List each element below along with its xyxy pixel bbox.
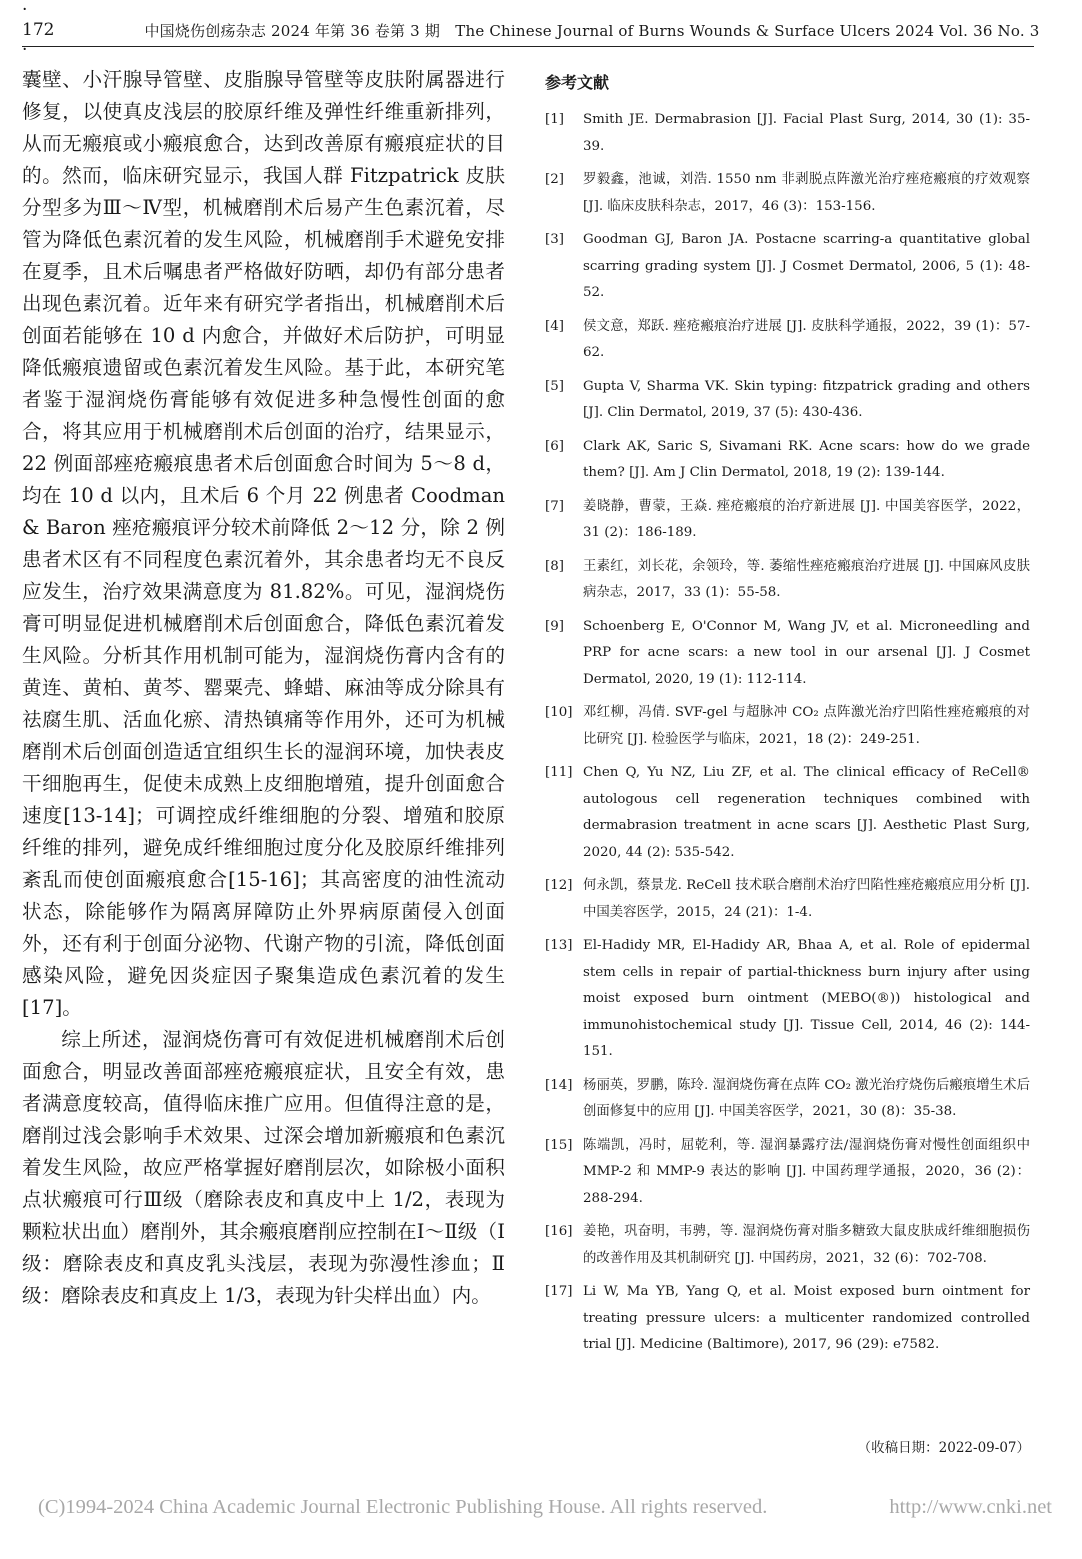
- reference-text: 姜晓静，曹蒙，王焱. 痤疮瘢痕的治疗新进展 [J]. 中国美容医学，2022，31 (2)：186-189.: [583, 498, 1030, 540]
- reference-number: [16]: [545, 1224, 573, 1239]
- reference-text: 陈端凯，冯时，屈乾利，等. 湿润暴露疗法/湿润烧伤膏对慢性创面组织中 MMP-2 和 MMP-9 表达的影响 [J]. 中国药理学通报，2020，36 (2)：288-294.: [583, 1137, 1030, 1206]
- reference-number: [3]: [545, 232, 564, 247]
- reference-text: 杨丽英，罗鹏，陈玲. 湿润烧伤膏在点阵 CO₂ 激光治疗烧伤后瘢痕增生术后创面修复中的应用 [J]. 中国美容医学，2021，30 (8)：35-38.: [583, 1077, 1030, 1119]
- reference-item: [545, 1279, 1030, 1359]
- running-header: [22, 0, 1040, 60]
- copyright-watermark: [38, 1496, 1052, 1519]
- body-paragraph-2: 综上所述，湿润烧伤膏可有效促进机械磨削术后创面愈合，明显改善面部痤疮瘢痕症状，且安全有效，患者满意度较高，值得临床推广应用。但值得注意的是，磨削过浅会影响手术效果、过深会增加新瘢痕和色素沉着发生风险，故应严格掌握好磨削层次，如除极小面积点状瘢痕可行Ⅲ级（磨除表皮和真皮中上 1/2，表现为颗粒状出血）磨削外，其余瘢痕磨削应控制在Ⅰ～Ⅱ级（Ⅰ级：磨除表皮和真皮乳头浅层，表现为弥漫性渗血；Ⅱ级：磨除表皮和真皮上 1/3，表现为针尖样出血）内。: [22, 1028, 505, 1307]
- reference-text: Gupta V, Sharma VK. Skin typing: fitzpatrick grading and others [J]. Clin Dermatol, 2019, 37 (5): 430-436.: [583, 378, 1030, 420]
- received-date: （收稿日期：2022-09-07）: [857, 1440, 1030, 1456]
- reference-number: [8]: [545, 558, 564, 574]
- reference-item: [545, 700, 1030, 753]
- reference-text: 罗毅鑫，池诚，刘浩. 1550 nm 非剥脱点阵激光治疗痤疮瘢痕的疗效观察 [J]. 临床皮肤科杂志，2017，46 (3)：153-156.: [583, 172, 1030, 214]
- reference-item: [545, 554, 1030, 607]
- reference-item: [545, 434, 1030, 487]
- reference-item: [545, 873, 1030, 926]
- reference-number: [12]: [545, 878, 573, 893]
- journal-title-line: 中国烧伤创疡杂志 2024 年第 36 卷第 3 期 The Chinese Journal of Burns Wounds & Surface Ulcers 2024 Vol. 36 No. 3: [144, 21, 1040, 40]
- reference-item: [545, 107, 1030, 160]
- reference-item: [545, 614, 1030, 694]
- reference-item: [545, 227, 1030, 307]
- reference-list: [545, 107, 1030, 1359]
- reference-number: [14]: [545, 1077, 573, 1093]
- reference-number: [15]: [545, 1137, 573, 1153]
- references-heading: 参考文献: [545, 73, 610, 92]
- references-section: [545, 70, 1030, 1366]
- reference-item: [545, 933, 1030, 1066]
- body-paragraph-1: 囊壁、小汗腺导管壁、皮脂腺导管壁等皮肤附属器进行修复，以使真皮浅层的胶原纤维及弹性纤维重新排列，从而无瘢痕或小瘢痕愈合，达到改善原有瘢痕症状的目的。然而，临床研究显示，我国人群 Fitzpatrick 皮肤分型多为Ⅲ～Ⅳ型，机械磨削术后易产生色素沉着，尽管为降低色素沉着的发生风险，机械磨削手术避免安排在夏季，且术后嘱患者严格做好防晒，却仍有部分患者出现色素沉着。近年来有研究学者指出，机械磨削术后创面若能够在 10 d 内愈合，并做好术后防护，可明显降低瘢痕遗留或色素沉着发生风险。基于此，本研究笔者鉴于湿润烧伤膏能够有效促进多种急慢性创面的愈合，将其应用于机械磨削术后创面的治疗，结果显示，22 例面部痤疮瘢痕患者术后创面愈合时间为 5～8 d，均在 10 d 以内，且术后 6 个月 22 例患者 Coodman & Baron 痤疮瘢痕评分较术前降低 2～12 分，除 2 例患者术区有不同程度色素沉着外，其余患者均无不良反应发生，治疗效果满意度为 81.82%。可见，湿润烧伤膏可明显促进机械磨削术后创面愈合，降低色素沉着发生风险。分析其作用机制可能为，湿润烧伤膏内含有的黄连、黄柏、黄芩、罂粟壳、蜂蜡、麻油等成分除具有祛腐生肌、活血化瘀、清热镇痛等作用外，还可为机械磨削术后创面创造适宜组织生长的湿润环境，加快表皮干细胞再生，促使未成熟上皮细胞增殖，提升创面愈合速度[13-14]；可调控成纤维细胞的分裂、增殖和胶原纤维的排列，避免成纤维细胞过度分化及胶原纤维排列紊乱而使创面瘢痕愈合[15-16]；其高密度的油性流动状态，除能够作为隔离屏障防止外界病原菌侵入创面外，还有利于创面分泌物、代谢产物的引流，降低创面感染风险，避免因炎症因子聚集造成色素沉着的发生[17]。: [22, 68, 505, 1019]
- reference-text: Goodman GJ, Baron JA. Postacne scarring-a quantitative global scarring grading system [J]. J Cosmet Dermatol, 2006, 5 (1): 48-52.: [583, 232, 1030, 300]
- reference-item: [545, 760, 1030, 866]
- reference-number: [6]: [545, 438, 564, 454]
- reference-text: Schoenberg E, O'Connor M, Wang JV, et al. Microneedling and PRP for acne scars: a new tool in our arsenal [J]. J Cosmet Dermatol, 2020, 19 (1): 112-114.: [583, 618, 1030, 687]
- reference-number: [5]: [545, 378, 564, 394]
- reference-number: [10]: [545, 705, 573, 720]
- reference-item: [545, 167, 1030, 220]
- body-text-column: [22, 64, 505, 1312]
- reference-text: Chen Q, Yu NZ, Liu ZF, et al. The clinical efficacy of ReCell® autologous cell regeneration techniques combined with dermabrasion treatment in acne scars [J]. Aesthetic Plast Surg, 2020, 44 (2): 535-542.: [583, 765, 1030, 860]
- reference-number: [11]: [545, 765, 573, 780]
- reference-text: 侯文意，郑跃. 痤疮瘢痕治疗进展 [J]. 皮肤科学通报，2022，39 (1)：57-62.: [583, 318, 1030, 360]
- reference-item: [545, 314, 1030, 367]
- reference-number: [7]: [545, 498, 564, 514]
- reference-text: Smith JE. Dermabrasion [J]. Facial Plast Surg, 2014, 30 (1): 35-39.: [583, 112, 1030, 154]
- reference-text: El-Hadidy MR, El-Hadidy AR, Bhaa A, et al. Role of epidermal stem cells in repair of partial-thickness burn injury after using moist exposed burn ointment (MEBO(®)) histological and immunohistochemical study [J]. Tissue Cell, 2014, 46 (2): 144-151.: [583, 938, 1030, 1059]
- reference-item: [545, 494, 1030, 547]
- reference-text: Li W, Ma YB, Yang Q, et al. Moist exposed burn ointment for treating pressure ulcers: a multicenter randomized controlled trial [J]. Medicine (Baltimore), 2017, 96 (29): e7582.: [583, 1284, 1030, 1352]
- reference-number: [9]: [545, 618, 564, 634]
- reference-text: 王素红，刘长花，余领玲，等. 萎缩性痤疮瘢痕治疗进展 [J]. 中国麻风皮肤病杂志，2017，33 (1)：55-58.: [583, 558, 1030, 600]
- reference-text: 邓红柳，冯倩. SVF-gel 与超脉冲 CO₂ 点阵激光治疗凹陷性痤疮瘢痕的对比研究 [J]. 检验医学与临床，2021，18 (2)：249-251.: [583, 705, 1030, 747]
- reference-number: [1]: [545, 112, 564, 127]
- reference-number: [17]: [545, 1284, 573, 1299]
- reference-number: [4]: [545, 318, 564, 334]
- cnki-url: http://www.cnki.net: [889, 1496, 1052, 1518]
- reference-item: [545, 1219, 1030, 1272]
- reference-text: 何永凯，蔡景龙. ReCell 技术联合磨削术治疗凹陷性痤疮瘢痕应用分析 [J]. 中国美容医学，2015，24 (21)：1-4.: [583, 878, 1030, 920]
- reference-number: [2]: [545, 172, 564, 187]
- reference-text: Clark AK, Saric S, Sivamani RK. Acne scars: how do we grade them? [J]. Am J Clin Dermatol, 2018, 19 (2): 139-144.: [583, 438, 1030, 480]
- page-number: · 172 ·: [22, 0, 55, 60]
- copyright-notice: (C)1994-2024 China Academic Journal Electronic Publishing House. All rights reserved.: [38, 1496, 768, 1518]
- reference-text: 姜艳，巩奋明，韦骋，等. 湿润烧伤膏对脂多糖致大鼠皮肤成纤维细胞损伤的改善作用及其机制研究 [J]. 中国药房，2021，32 (6)：702-708.: [583, 1224, 1030, 1266]
- reference-item: [545, 1073, 1030, 1126]
- reference-number: [13]: [545, 938, 573, 953]
- reference-item: [545, 374, 1030, 427]
- reference-item: [545, 1133, 1030, 1213]
